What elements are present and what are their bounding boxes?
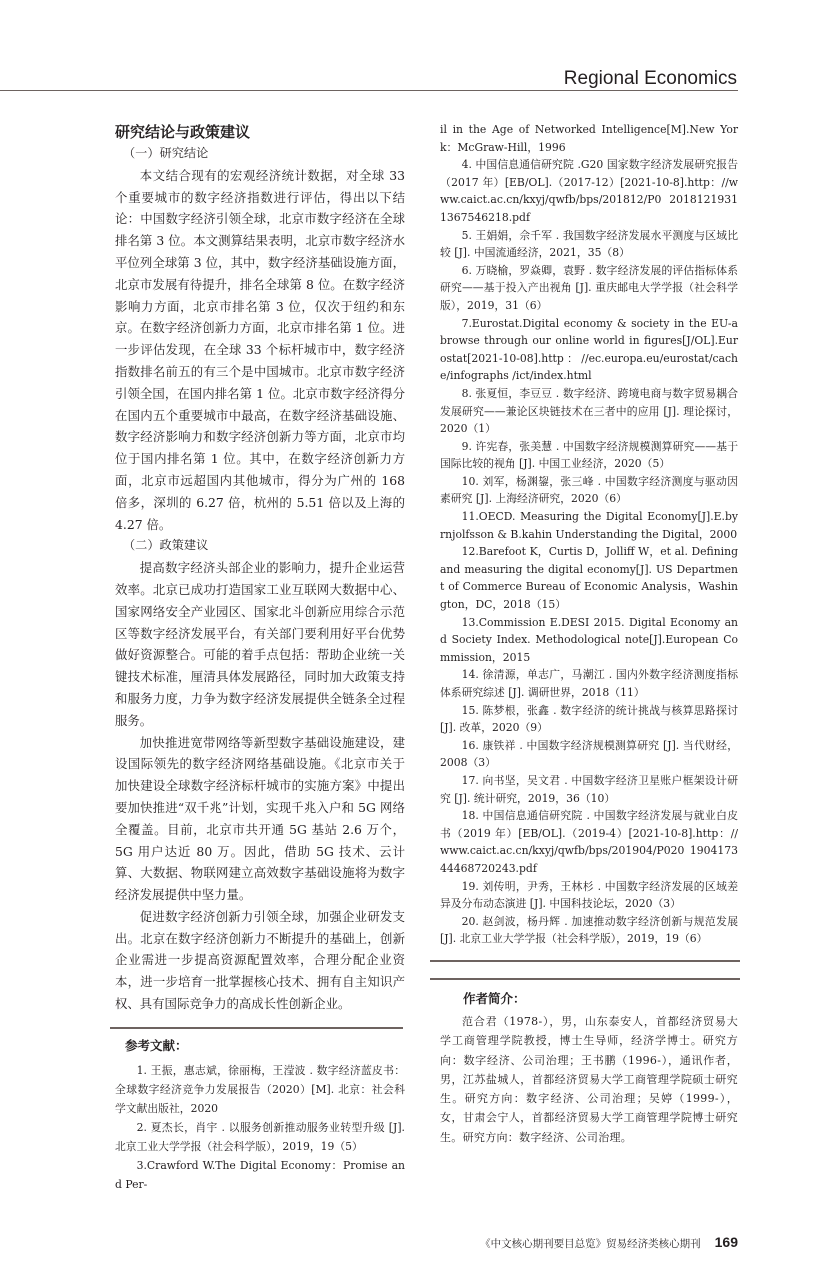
author-bio-heading: 作者简介： [463,990,526,1006]
author-divider-bottom [430,978,740,980]
reference-item: 18. 中国信息通信研究院 . 中国数字经济发展与就业白皮书（2019 年）[EB/OL].（2019-4）[2021-10-8].http：//www.caict.ac.cn/kxyj/qwfb/bps/201904/P020 190417344468720243.pdf [440,809,738,875]
reference-item: 3.Crawford W.The Digital Economy：Promise and Per- [115,1158,405,1191]
author-bio-text: 范合君（1978-），男，山东泰安人，首都经济贸易大学工商管理学院教授，博士生导师，经济学博士。研究方向：数字经济、公司治理；王书鹏（1996-），通讯作者，男，江苏盐城人，首都经济贸易大学工商管理学院硕士研究生。研究方向：数字经济、公司治理；吴婷（1999-），女，甘肃会宁人，首都经济贸易大学工商管理学院博士研究生。研究方向：数字经济、公司治理。 [440,1014,738,1144]
subsection-heading-policy: （二）政策建议 [123,538,209,553]
reference-item: 8. 张夏恒，李豆豆 . 数字经济、跨境电商与数字贸易耦合发展研究——兼论区块链技术在三者中的应用 [J]. 理论探讨，2020（1） [440,386,738,436]
policy-body [115,557,405,1015]
left-column [115,121,405,1194]
page-header [0,0,827,121]
reference-item: 19. 刘传明，尹秀，王林杉 . 中国数字经济发展的区域差异及分布动态演进 [J]. 中国科技论坛，2020（3） [440,879,738,911]
reference-item: 5. 王娟娟，佘千军 . 我国数字经济发展水平测度与区域比较 [J]. 中国流通经济，2021，35（8） [440,228,738,260]
references-divider [110,1027,403,1029]
references-list-right [440,121,738,948]
conclusions-body [115,165,405,536]
reference-item: 7.Eurostat.Digital economy & society in the EU-a browse through our online world in figures[J/OL].Eurostat[2021-10-08].http：//ec.europa.eu/eurostat/cache/infographs /ict/index.html [440,316,738,383]
references-list-left [115,1061,405,1194]
reference-item: 17. 向书坚，吴文君 . 中国数字经济卫星账户框架设计研究 [J]. 统计研究，2019，36（10） [440,773,738,805]
reference-item: 2. 夏杰长，肖宇 . 以服务创新推动服务业转型升级 [J]. 北京工业大学学报（社会科学版），2019，19（5） [115,1120,405,1153]
reference-item: 6. 万晓榆，罗焱卿，袁野 . 数字经济发展的评估指标体系研究——基于投入产出视角 [J]. 重庆邮电大学学报（社会科学版），2019，31（6） [440,263,738,312]
reference-item: 9. 许宪春，张美慧 . 中国数字经济规模测算研究——基于国际比较的视角 [J]. 中国工业经济，2020（5） [440,439,738,471]
reference-item: 13.Commission E.DESI 2015. Digital Economy and Society Index. Methodological note[J].European Commission，2015 [440,615,738,664]
reference-item: 1. 王振，惠志斌，徐丽梅，王滢波 . 数字经济蓝皮书：全球数字经济竞争力发展报告（2020）[M]. 北京：社会科学文献出版社，2020 [115,1063,405,1115]
author-divider-top [430,960,740,962]
reference-item: 20. 赵剑波，杨丹辉 . 加速推动数字经济创新与规范发展 [J]. 北京工业大学学报（社会科学版），2019，19（6） [440,914,738,946]
section-title: 研究结论与政策建议 [115,123,251,141]
reference-item-continuation: il in the Age of Networked Intelligence[M].New York：McGraw-Hill，1996 [440,123,738,154]
references-heading: 参考文献： [125,1037,188,1053]
reference-item: 14. 徐清源，单志广，马潮江 . 国内外数字经济测度指标体系研究综述 [J]. 调研世界，2018（11） [440,668,738,699]
reference-item: 11.OECD. Measuring the Digital Economy[J].E.byrnjolfsson & B.kahin Understanding the Digital，2000 [440,510,738,541]
reference-item: 15. 陈梦根，张鑫 . 数字经济的统计挑战与核算思路探讨 [J]. 改革，2020（9） [440,703,738,735]
reference-item: 10. 刘军，杨渊鋆，张三峰 . 中国数字经济测度与驱动因素研究 [J]. 上海经济研究，2020（6） [440,474,738,506]
page-footer [0,1234,738,1271]
reference-items [440,156,738,948]
paragraph: 本文结合现有的宏观经济统计数据，对全球 33 个重要城市的数字经济指数进行评估，得出以下结论：中国数字经济引领全球，北京市数字经济在全球排名第 3 位。本文测算结果表明，北京市数字经济水平位列全球第 3 位，其中，数字经济基础设施方面，北京市发展有待提升，排名全球第 8 位。在数字经济影响力方面，北京市排名第 3 位，仅次于纽约和东京。在数字经济创新力方面，北京市排名第 1 位。进一步评估发现，在全球 33 个标杆城市中，数字经济指数排名前五的有三个是中国城市。北京市数字经济引领全国，在国内排名第 1 位。北京市数字经济得分在国内五个重要城市中最高，在数字经济基础设施、数字经济影响力和数字经济创新力等方面，北京市均位于国内排名第 1 位。其中，在数字经济创新力方面，北京市远超国内其他城市，得分为广州的 168 倍多，深圳的 6.27 倍，杭州的 5.51 倍以及上海的 4.27 倍。 [115,167,405,532]
paragraph: 提高数字经济头部企业的影响力，提升企业运营效率。北京已成功打造国家工业互联网大数据中心、国家网络安全产业园区、国家北斗创新应用综合示范区等数字经济发展平台，有关部门要利用好平台优势做好资源整合。可能的着手点包括：帮助企业统一关键技术标准，厘清具体发展路径，同时加大政策支持和服务力度，力争为数字经济发展提供全链条全过程服务。 [115,560,405,728]
paragraph: 促进数字经济创新力引领全球，加强企业研发支出。北京在数字经济创新力不断提升的基础上，创新企业需进一步提高资源配置效率，合理分配企业资本，进一步培育一批掌握核心技术、拥有自主知识产权、具有国际竞争力的高成长性创新企业。 [115,908,405,1012]
paragraph: 加快推进宽带网络等新型数字基础设施建设，建设国际领先的数字经济网络基础设施。《北京市关于加快建设全球数字经济标杆城市的实施方案》中提出要加快推进“双千兆”计划，实现千兆入户和 5G 网络全覆盖。目前，北京市共开通 5G 基站 2.6 万个，5G 用户达近 80 万。因此，借助 5G 技术、云计算、大数据、物联网建立高效数字基础设施将为数字经济发展提供中坚力量。 [115,734,405,903]
subsection-heading-conclusions: （一）研究结论 [123,146,209,160]
journal-note: 《中文核心期刊要目总览》贸易经济类核心期刊 [480,1237,701,1250]
right-column [440,121,738,1147]
header-rule [0,90,738,91]
page-columns [0,121,827,1194]
reference-item: 12.Barefoot K，Curtis D，Jolliff W，et al. Defining and measuring the digital economy[J]. US Department of Commerce Bureau of Economic Analysis，Washington，DC，2018（15） [440,545,738,612]
running-header-title: Regional Economics [563,68,737,89]
page-number: 169 [714,1233,738,1250]
reference-item: 16. 康铁祥 . 中国数字经济规模测算研究 [J]. 当代财经，2008（3） [440,738,738,770]
reference-item: 4. 中国信息通信研究院 .G20 国家数字经济发展研究报告（2017 年）[EB/OL].（2017-12）[2021-10-8].http：//www.caict.ac.cn/kxyj/qwfb/bps/201812/P0 20181219311367546218.pdf [440,158,738,224]
author-bio [440,1012,738,1147]
